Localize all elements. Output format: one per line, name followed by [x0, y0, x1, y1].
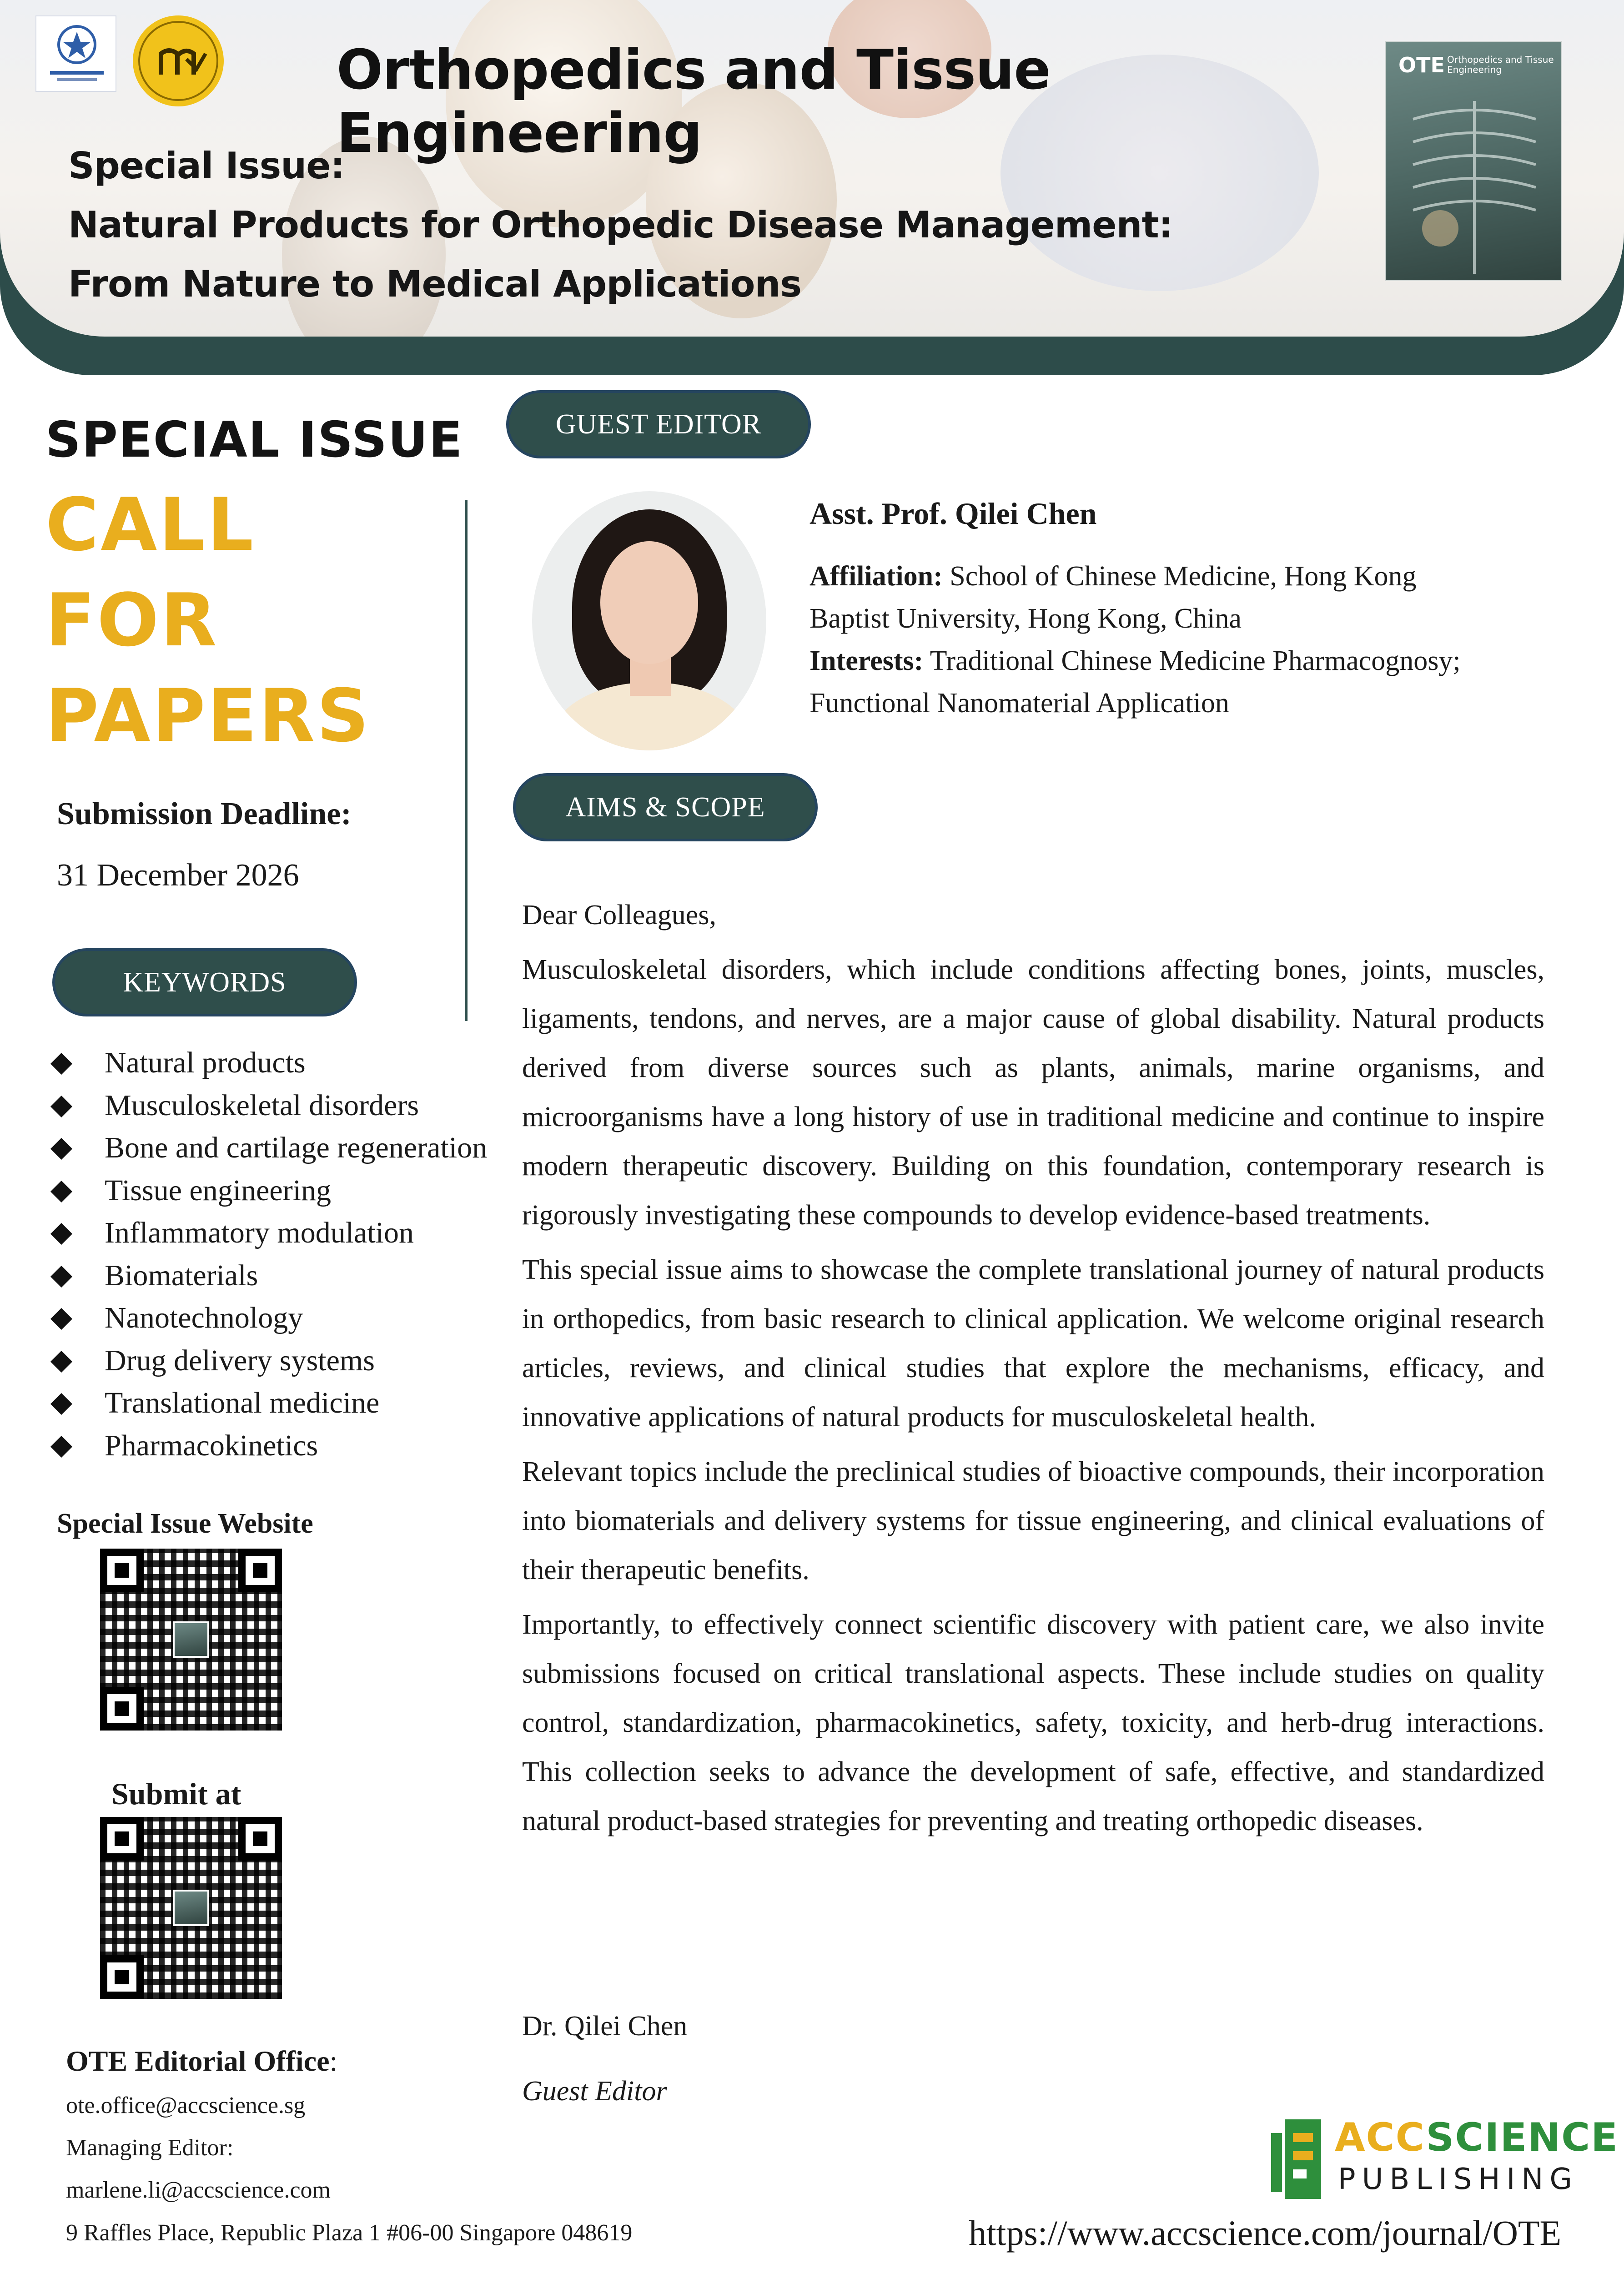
submit-label: Submit at	[111, 1776, 241, 1811]
special-issue-label: Special Issue:	[68, 145, 345, 187]
diamond-bullet-icon	[50, 1180, 72, 1202]
publisher-logo-icon	[1271, 2119, 1321, 2199]
website-label: Special Issue Website	[57, 1508, 313, 1539]
keyword-item: Nanotechnology	[50, 1297, 528, 1339]
keyword-item: Biomaterials	[50, 1254, 528, 1297]
body-paragraph: Musculoskeletal disorders, which include conditions affecting bones, joints, muscles, ligaments, tendons, and nerves, are a major cause of global disability. Natural products derived from diverse sources such as plants, animals, marine organisms, and microorganisms have a long history of use in traditional medicine and continue to inspire modern therapeutic discovery. Building on this foundation, contemporary research is rigorously investigating these compounds to develop evidence-based treatments.	[522, 954, 1544, 1231]
affiliation-line-1: Affiliation: School of Chinese Medicine, Hong Kong	[809, 561, 1417, 592]
diamond-bullet-icon	[50, 1435, 72, 1457]
keyword-item: Drug delivery systems	[50, 1339, 528, 1382]
aims-scope-pill: AIMS & SCOPE	[513, 773, 818, 841]
deadline-date: 31 December 2026	[57, 858, 299, 893]
guest-editor-photo	[532, 491, 766, 750]
guest-editor-pill: GUEST EDITOR	[506, 390, 811, 458]
issue-title-line-2: From Nature to Medical Applications	[68, 263, 802, 305]
header-banner	[0, 0, 1624, 375]
publisher-name: ACCSCIENCE	[1335, 2115, 1619, 2160]
keyword-item: Musculoskeletal disorders	[50, 1084, 528, 1127]
diamond-bullet-icon	[50, 1393, 72, 1415]
diamond-bullet-icon	[50, 1053, 72, 1075]
journal-cover	[1385, 41, 1562, 281]
journal-title: Orthopedics and Tissue Engineering	[337, 39, 1051, 165]
diamond-bullet-icon	[50, 1095, 72, 1117]
signoff-name: Dr. Qilei Chen	[522, 2011, 688, 2042]
keyword-item: Natural products	[50, 1041, 528, 1084]
keywords-list	[50, 1041, 528, 1467]
keyword-item: Tissue engineering	[50, 1169, 528, 1212]
special-issue-heading: SPECIAL ISSUE	[45, 412, 463, 468]
keyword-item: Translational medicine	[50, 1382, 528, 1424]
journal-url-link[interactable]: https://www.accscience.com/journal/OTE	[969, 2213, 1562, 2253]
publisher-sub: PUBLISHING	[1338, 2163, 1579, 2196]
managing-editor-label: Managing Editor:	[66, 2135, 234, 2161]
cover-abbrev: OTE	[1398, 53, 1445, 77]
for-word: FOR	[45, 578, 219, 663]
diamond-bullet-icon	[50, 1308, 72, 1330]
submit-qr-code[interactable]	[100, 1817, 282, 1999]
managing-editor-email-link[interactable]: marlene.li@accscience.com	[66, 2177, 331, 2203]
body-paragraph: This special issue aims to showcase the complete translational journey of natural products in orthopedics, from basic research to clinical application. We welcome original research articles, reviews, and clinical studies that explore the mechanisms, efficacy, and innovative applications of natural products for musculoskeletal health.	[522, 1254, 1544, 1433]
university-logo	[35, 15, 116, 92]
society-seal-logo	[133, 15, 224, 106]
body-paragraph: Importantly, to effectively connect scientific discovery with patient care, we also invite submissions focused on critical translational aspects. These include studies on quality control, standardization, pharmacokinetics, safety, toxicity, and herb-drug interactions. This collection seeks to advance the development of safe, effective, and standardized natural product-based strategies for preventing and treating orthopedic diseases.	[522, 1609, 1544, 1836]
editorial-office-label: OTE Editorial Office:	[66, 2045, 338, 2077]
keywords-pill: KEYWORDS	[52, 948, 357, 1016]
website-qr-code[interactable]	[100, 1549, 282, 1731]
office-email-link[interactable]: ote.office@accscience.sg	[66, 2093, 306, 2118]
diamond-bullet-icon	[50, 1223, 72, 1245]
keyword-item: Bone and cartilage regeneration	[50, 1127, 528, 1169]
keyword-item: Inflammatory modulation	[50, 1212, 528, 1254]
greeting: Dear Colleagues,	[522, 900, 716, 931]
cover-skeleton-graphic	[1386, 92, 1563, 282]
office-address: 9 Raffles Place, Republic Plaza 1 #06-00 Singapore 048619	[66, 2220, 633, 2246]
body-paragraph: Relevant topics include the preclinical studies of bioactive compounds, their incorporation into biomaterials and delivery systems for tissue engineering, and clinical evaluations of their therapeutic benefits.	[522, 1456, 1544, 1585]
keyword-item: Pharmacokinetics	[50, 1424, 528, 1467]
interests-line-2: Functional Nanomaterial Application	[809, 688, 1229, 719]
deadline-label: Submission Deadline:	[57, 796, 352, 831]
issue-title-line-1: Natural Products for Orthopedic Disease Management:	[68, 204, 1173, 246]
papers-word: PAPERS	[45, 673, 371, 758]
interests-line-1: Interests: Traditional Chinese Medicine Pharmacognosy;	[809, 645, 1461, 676]
diamond-bullet-icon	[50, 1138, 72, 1160]
column-divider	[465, 500, 468, 1021]
diamond-bullet-icon	[50, 1265, 72, 1287]
signoff-role: Guest Editor	[522, 2076, 667, 2107]
affiliation-line-2: Baptist University, Hong Kong, China	[809, 603, 1242, 634]
call-word: CALL	[45, 482, 256, 567]
aims-scope-body	[522, 890, 1544, 1851]
diamond-bullet-icon	[50, 1350, 72, 1372]
cover-title: Orthopedics and Tissue Engineering	[1447, 54, 1554, 75]
guest-editor-name: Asst. Prof. Qilei Chen	[809, 496, 1097, 531]
